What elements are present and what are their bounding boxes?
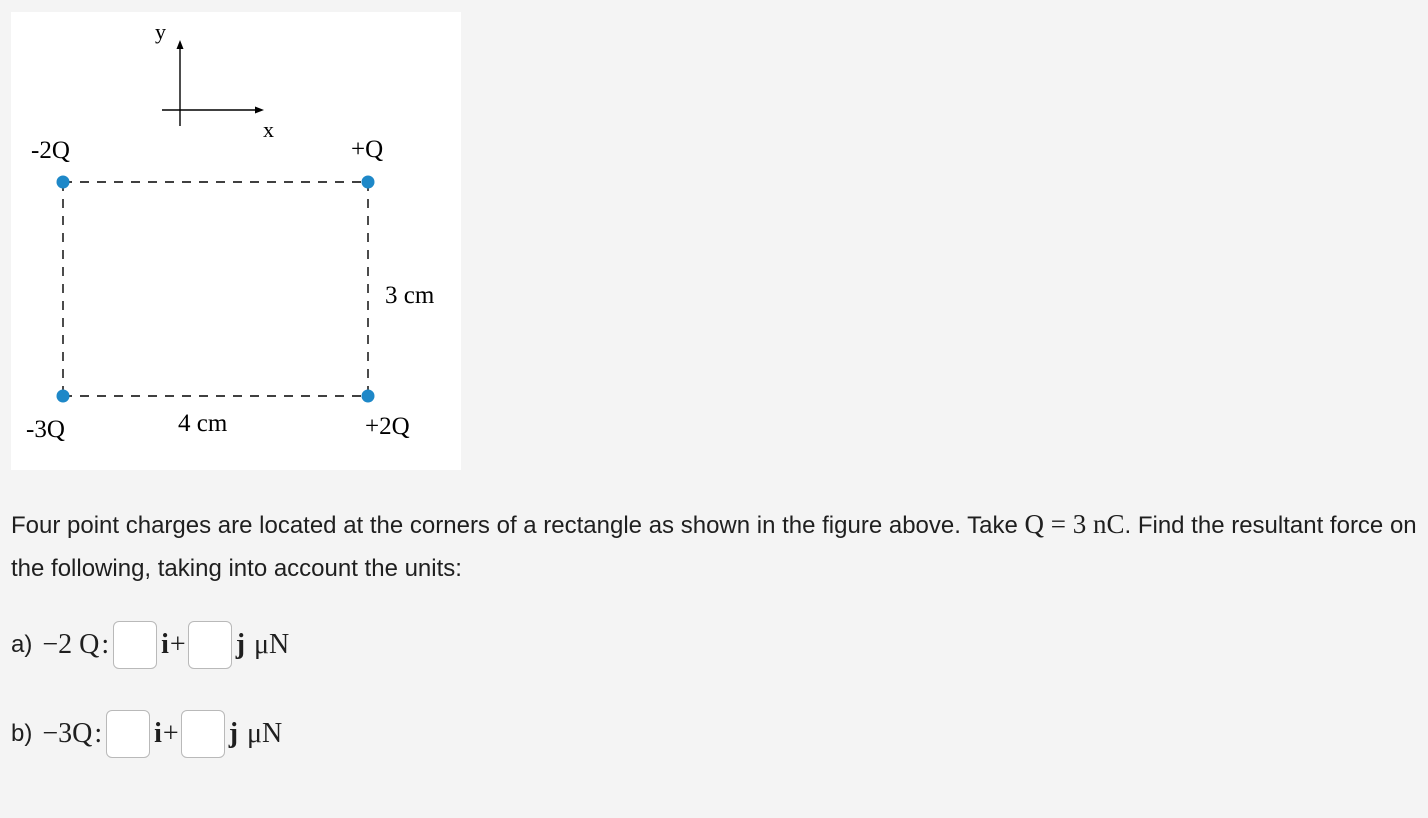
charge-label-bottom-right: +2Q — [365, 413, 410, 440]
part-label: a) — [11, 631, 33, 658]
charge-label-top-right: +Q — [351, 136, 384, 163]
charge-label-top-left: -2Q — [31, 137, 70, 164]
force-unit: μN — [247, 718, 283, 749]
charge-dot-top-left — [57, 176, 70, 189]
answer-row-a — [11, 620, 289, 670]
unit-vector-i: i — [154, 718, 162, 749]
width-dimension-label: 4 cm — [178, 410, 228, 437]
given-value: Q = 3 nC — [1024, 509, 1125, 539]
unit-vector-j: j — [228, 718, 239, 749]
unit-vector-i: i — [161, 629, 169, 660]
force-unit: μN — [254, 629, 290, 660]
answer-a-j-input[interactable] — [188, 621, 232, 669]
rectangle-outline — [63, 182, 368, 396]
charge-figure — [11, 12, 461, 470]
part-charge: −3Q — [42, 718, 93, 749]
axis-x-label: x — [263, 117, 274, 142]
axes-icon — [162, 40, 264, 126]
answer-b-i-input[interactable] — [106, 710, 150, 758]
charge-dot-bottom-right — [362, 390, 375, 403]
charge-label-bottom-left: -3Q — [26, 416, 65, 443]
part-label: b) — [11, 720, 33, 747]
axis-y-label: y — [155, 19, 166, 44]
part-charge: −2 Q — [42, 629, 100, 660]
rectangle-diagram — [11, 12, 461, 470]
charge-dot-bottom-left — [57, 390, 70, 403]
part-colon: : — [94, 718, 103, 749]
unit-vector-j: j — [235, 629, 246, 660]
part-colon: : — [101, 629, 110, 660]
height-dimension-label: 3 cm — [385, 282, 435, 309]
plus-sign: + — [162, 718, 179, 749]
problem-text-before: Four point charges are located at the corners of a rectangle as shown in the figure above. Take — [11, 512, 1025, 539]
plus-sign: + — [169, 629, 186, 660]
problem-statement — [11, 503, 1421, 590]
charge-dot-top-right — [362, 176, 375, 189]
answer-row-b — [11, 709, 282, 759]
answer-a-i-input[interactable] — [113, 621, 157, 669]
answer-b-j-input[interactable] — [181, 710, 225, 758]
problem-text-after: . Find the resultant force on the following, taking into account the units: — [11, 512, 1417, 582]
